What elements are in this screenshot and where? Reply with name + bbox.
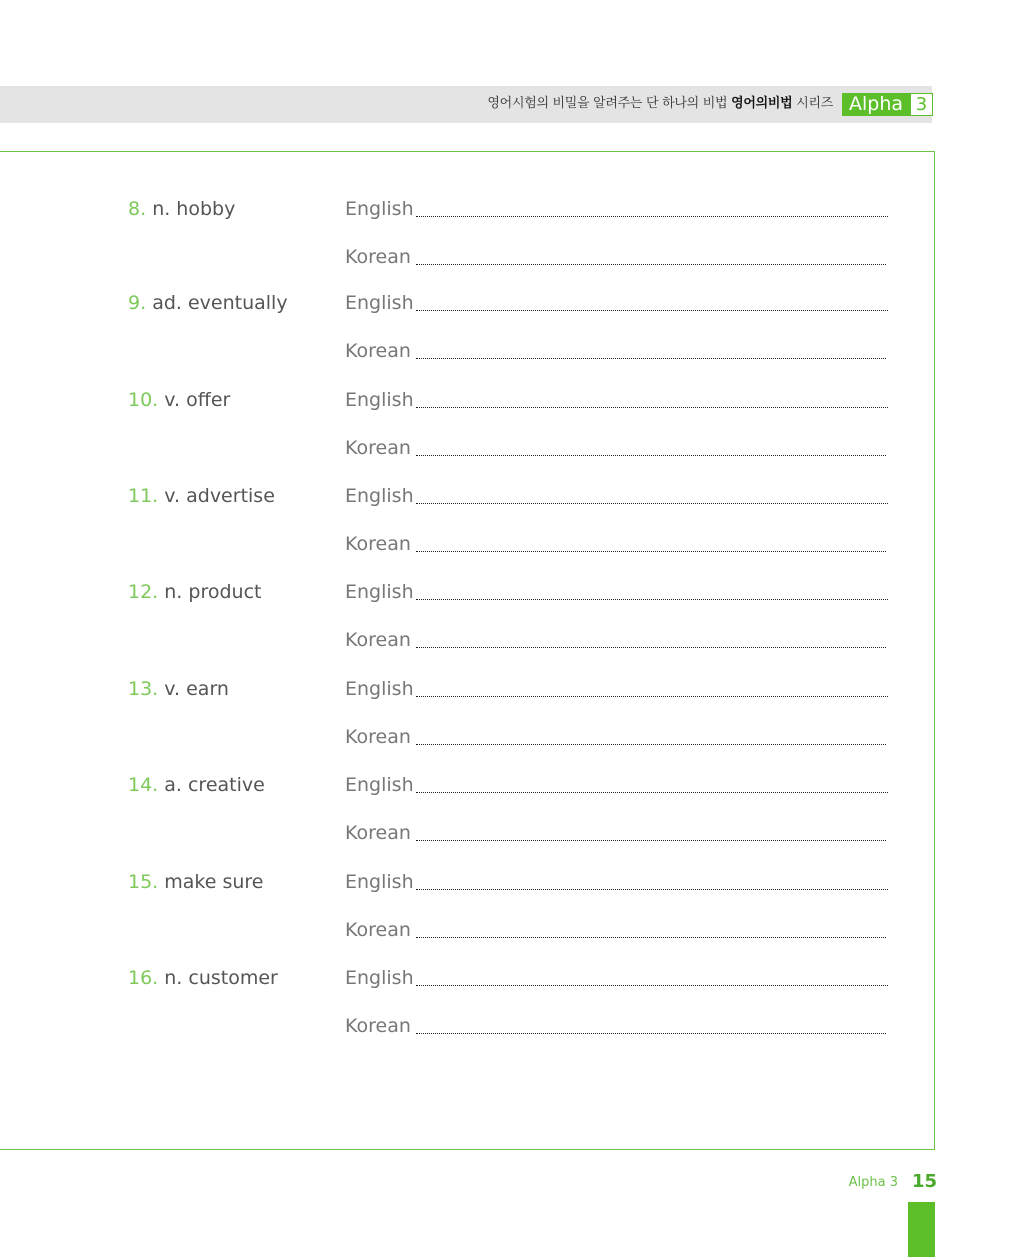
item-word: n. hobby [152, 198, 236, 220]
english-label: English [345, 967, 414, 989]
item-word: ad. eventually [152, 292, 288, 314]
item-word: v. earn [164, 678, 229, 700]
exercise-item [0, 198, 1020, 294]
korean-label: Korean [345, 246, 411, 268]
item-word: v. advertise [164, 485, 275, 507]
exercise-item [0, 581, 1020, 677]
korean-answer-line[interactable] [416, 264, 886, 265]
english-answer-line[interactable] [416, 503, 888, 504]
page-number: 15 [912, 1171, 938, 1192]
exercise-item [0, 389, 1020, 485]
korean-label: Korean [345, 1015, 411, 1037]
item-term [128, 389, 230, 411]
exercise-item [0, 485, 1020, 581]
english-answer-line[interactable] [416, 599, 888, 600]
korean-answer-line[interactable] [416, 455, 886, 456]
footer-book-label: Alpha 3 [848, 1175, 898, 1190]
korean-label: Korean [345, 822, 411, 844]
korean-answer-line[interactable] [416, 840, 886, 841]
exercise-item [0, 678, 1020, 774]
item-number: 8. [128, 198, 147, 220]
series-suffix: 시리즈 [796, 96, 833, 111]
exercise-item [0, 967, 1020, 1063]
exercise-item [0, 871, 1020, 967]
korean-label: Korean [345, 340, 411, 362]
english-label: English [345, 871, 414, 893]
series-tagline [487, 96, 833, 112]
english-label: English [345, 485, 414, 507]
item-term [128, 292, 288, 314]
brand-badge: Alpha [842, 93, 910, 116]
level-badge: 3 [910, 93, 933, 116]
tagline-text: 영어시험의 비밀을 알려주는 단 하나의 비법 [487, 96, 728, 111]
item-word: make sure [164, 871, 264, 893]
item-term [128, 678, 229, 700]
english-answer-line[interactable] [416, 216, 888, 217]
item-term [128, 871, 264, 893]
english-label: English [345, 581, 414, 603]
item-number: 15. [128, 871, 159, 893]
korean-answer-line[interactable] [416, 1033, 886, 1034]
item-term [128, 581, 261, 603]
korean-answer-line[interactable] [416, 551, 886, 552]
exercise-item [0, 774, 1020, 870]
item-number: 9. [128, 292, 147, 314]
korean-answer-line[interactable] [416, 937, 886, 938]
english-answer-line[interactable] [416, 696, 888, 697]
english-answer-line[interactable] [416, 407, 888, 408]
exercise-item [0, 292, 1020, 388]
english-label: English [345, 389, 414, 411]
item-word: v. offer [164, 389, 231, 411]
english-answer-line[interactable] [416, 792, 888, 793]
korean-label: Korean [345, 437, 411, 459]
english-label: English [345, 198, 414, 220]
item-term [128, 485, 275, 507]
page-tab [908, 1202, 935, 1257]
item-number: 12. [128, 581, 159, 603]
item-number: 14. [128, 774, 159, 796]
item-word: a. creative [164, 774, 265, 796]
item-number: 13. [128, 678, 159, 700]
item-term [128, 774, 265, 796]
korean-answer-line[interactable] [416, 647, 886, 648]
korean-label: Korean [345, 533, 411, 555]
item-word: n. product [164, 581, 262, 603]
english-answer-line[interactable] [416, 310, 888, 311]
english-label: English [345, 774, 414, 796]
english-answer-line[interactable] [416, 985, 888, 986]
korean-label: Korean [345, 726, 411, 748]
item-term [128, 967, 278, 989]
item-number: 10. [128, 389, 159, 411]
item-number: 11. [128, 485, 159, 507]
english-answer-line[interactable] [416, 889, 888, 890]
korean-answer-line[interactable] [416, 358, 886, 359]
series-name: 영어의비법 [731, 96, 793, 111]
item-term [128, 198, 235, 220]
item-word: n. customer [164, 967, 278, 989]
korean-label: Korean [345, 919, 411, 941]
english-label: English [345, 292, 414, 314]
korean-answer-line[interactable] [416, 744, 886, 745]
item-number: 16. [128, 967, 159, 989]
english-label: English [345, 678, 414, 700]
korean-label: Korean [345, 629, 411, 651]
